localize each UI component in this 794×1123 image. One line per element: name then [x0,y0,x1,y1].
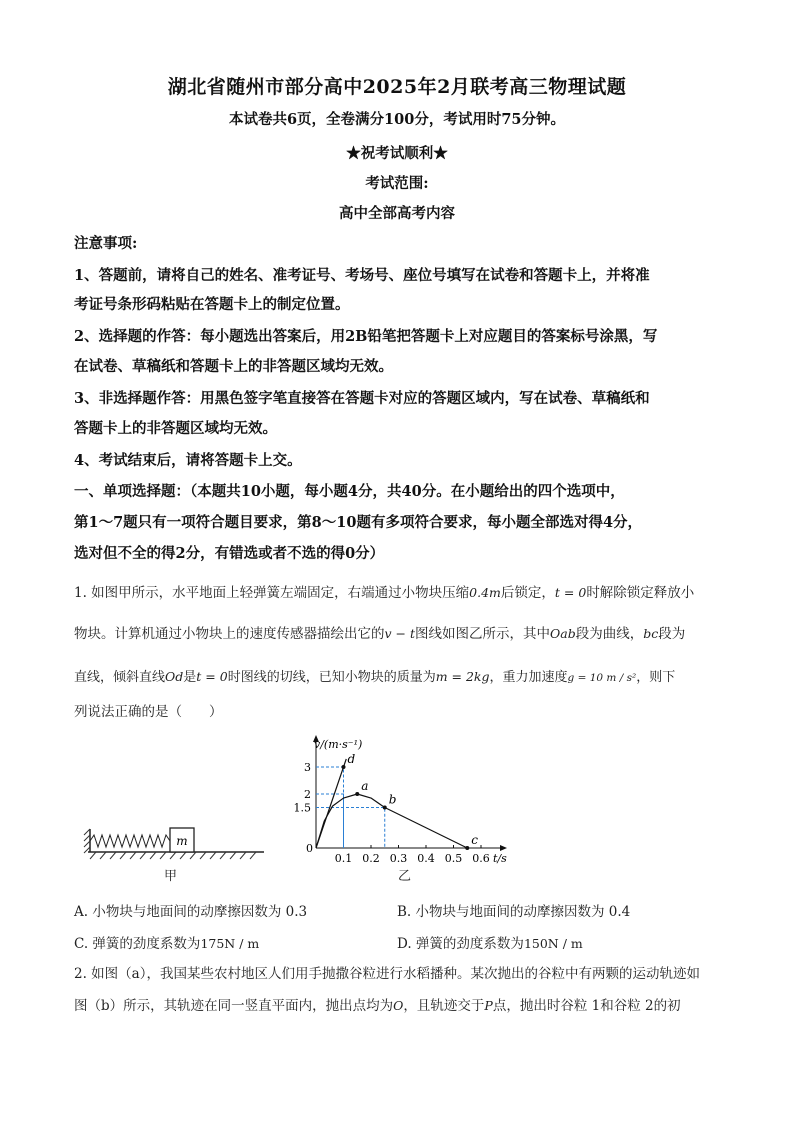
q1-text: 图线如图乙所示，其中 [415,626,551,642]
q2-line-2 [74,996,724,1016]
dashed-guide [316,794,344,848]
q1-math: 0.4m [469,585,501,600]
x-tick-label: 0.3 [389,852,408,865]
q1-line-4: 列说法正确的是（ ） [74,704,223,720]
block-label: m [176,834,188,848]
q1-line-1 [74,583,724,603]
figure-yi-caption: 乙 [398,869,412,884]
option-c-text: C. 弹簧的劲度系数为 [74,936,201,952]
q1-math: Oab [550,626,576,641]
figure-jia-caption: 甲 [164,869,178,884]
option-d-text: D. 弹簧的劲度系数为 [397,936,524,952]
page-title: 湖北省随州市部分高中2025年2月联考高三物理试题 [167,76,627,98]
y-axis-label: v/(m·s⁻¹) [314,738,363,751]
q1-text: 是 [183,670,197,685]
y-tick-label: 3 [304,761,311,774]
notice-item-4: 4、考试结束后，请将答题卡上交。 [74,452,302,469]
figure-spring-block [74,815,274,863]
point-label-b: b [388,792,397,807]
point-c [465,846,469,850]
point-label-c: c [471,833,478,847]
scope-label: 考试范围: [365,175,429,192]
option-c [74,932,259,952]
y-tick-label: 2 [304,788,311,801]
q1-math: g = 10 m / s² [567,672,637,684]
q1-text: 1. 如图甲所示，水平地面上轻弹簧左端固定，右端通过小物块压缩 [74,585,470,601]
notice-item-3-line-1: 3、非选择题作答：用黑色签字笔直接答在答题卡对应的答题区域内，写在试卷、草稿纸和 [74,390,650,407]
q1-text: 后锁定， [500,585,555,601]
wish-line: ★祝考试顺利★ [346,145,448,162]
q1-text: 时解除锁定释放小 [586,585,695,601]
origin-label: 0 [306,842,313,855]
q1-math: v − t [384,626,416,641]
q1-text: 段为曲线， [575,626,644,642]
x-axis-label: t/s [493,852,507,865]
section-1-line-1: 一、单项选择题：（本题共10小题，每小题4分，共40分。在小题给出的四个选项中， [74,483,625,500]
section-1-line-3: 选对但不全的得2分，有错选或者不选的得0分） [74,545,385,562]
option-d-value: 150N / m [523,936,583,951]
q1-text: 直线，倾斜直线 [74,670,166,685]
q1-line-2 [74,624,724,644]
q1-text: ，则下 [636,670,676,685]
q1-line-3 [74,667,724,688]
line-bc [385,808,468,849]
q1-math: t = 0 [196,669,228,684]
q2-text: 点，抛出时谷粒 1和谷粒 2的初 [492,998,681,1014]
option-d [397,932,583,952]
x-tick-label: 0.4 [417,852,435,865]
q2-line-1: 2. 如图（a），我国某些农村地区人们用手抛撒谷粒进行水稻播种。某次抛出的谷粒中有两颗的运动轨迹如 [74,966,700,982]
wall-hatch [84,829,90,853]
q2-text: 图（b）所示，其轨迹在同一竖直平面内，抛出点均为 [74,998,394,1014]
notice-item-1-line-1: 1、答题前，请将自己的姓名、准考证号、考场号、座位号填写在试卷和答题卡上，并将准 [74,267,650,284]
scope-value: 高中全部高考内容 [339,205,455,222]
notice-item-1-line-2: 考证号条形码粘贴在答题卡上的制定位置。 [74,296,350,313]
q2-math: O [393,998,404,1013]
option-c-value: 175N / m [200,936,260,951]
point-label-d: d [347,752,356,766]
dashed-guide [316,808,385,849]
q1-math: t = 0 [554,585,587,600]
x-tick-label: 0.5 [444,852,463,865]
q1-text: 段为 [658,626,686,642]
q1-math: m = 2kg [435,669,490,684]
point-a [355,792,359,796]
x-tick-label: 0.6 [472,852,490,865]
notice-item-2-line-2: 在试卷、草稿纸和答题卡上的非答题区域均无效。 [74,358,393,375]
notice-heading: 注意事项: [74,235,138,252]
q1-text: ，重力加速度 [489,670,568,685]
point-b [383,806,387,810]
spring [90,835,170,847]
q1-math: Od [165,669,184,684]
section-1-line-2: 第1～7题只有一项符合题目要求，第8～10题有多项符合要求，每小题全部选对得4分， [74,514,643,531]
notice-item-2-line-1: 2、选择题的作答：每小题选出答案后，用2B铅笔把答题卡上对应题目的答案标号涂黑，写 [74,328,658,345]
q1-text: 物块。计算机通过小物块上的速度传感器描绘出它的 [74,626,385,642]
curve-oab [316,794,385,848]
vt-chart [290,732,540,872]
q1-text: 时图线的切线，已知小物块的质量为 [227,670,436,685]
q2-text: ，且轨迹交于 [403,998,485,1014]
point-d [342,765,346,769]
y-tick-label: 1.5 [293,801,311,815]
q2-math: P [484,998,493,1013]
q1-math: bc [643,626,659,641]
exam-info: 本试卷共6页，全卷满分100分，考试用时75分钟。 [228,111,566,128]
x-tick-label: 0.2 [362,852,380,865]
notice-item-3-line-2: 答题卡上的非答题区域均无效。 [74,420,277,437]
option-b: B. 小物块与地面间的动摩擦因数为 0.4 [397,904,631,920]
option-a: A. 小物块与地面间的动摩擦因数为 0.3 [74,904,308,920]
ground-hatch [90,852,256,859]
x-axis-arrow [500,845,507,851]
x-tick-label: 0.1 [334,852,353,865]
point-label-a: a [361,779,369,793]
